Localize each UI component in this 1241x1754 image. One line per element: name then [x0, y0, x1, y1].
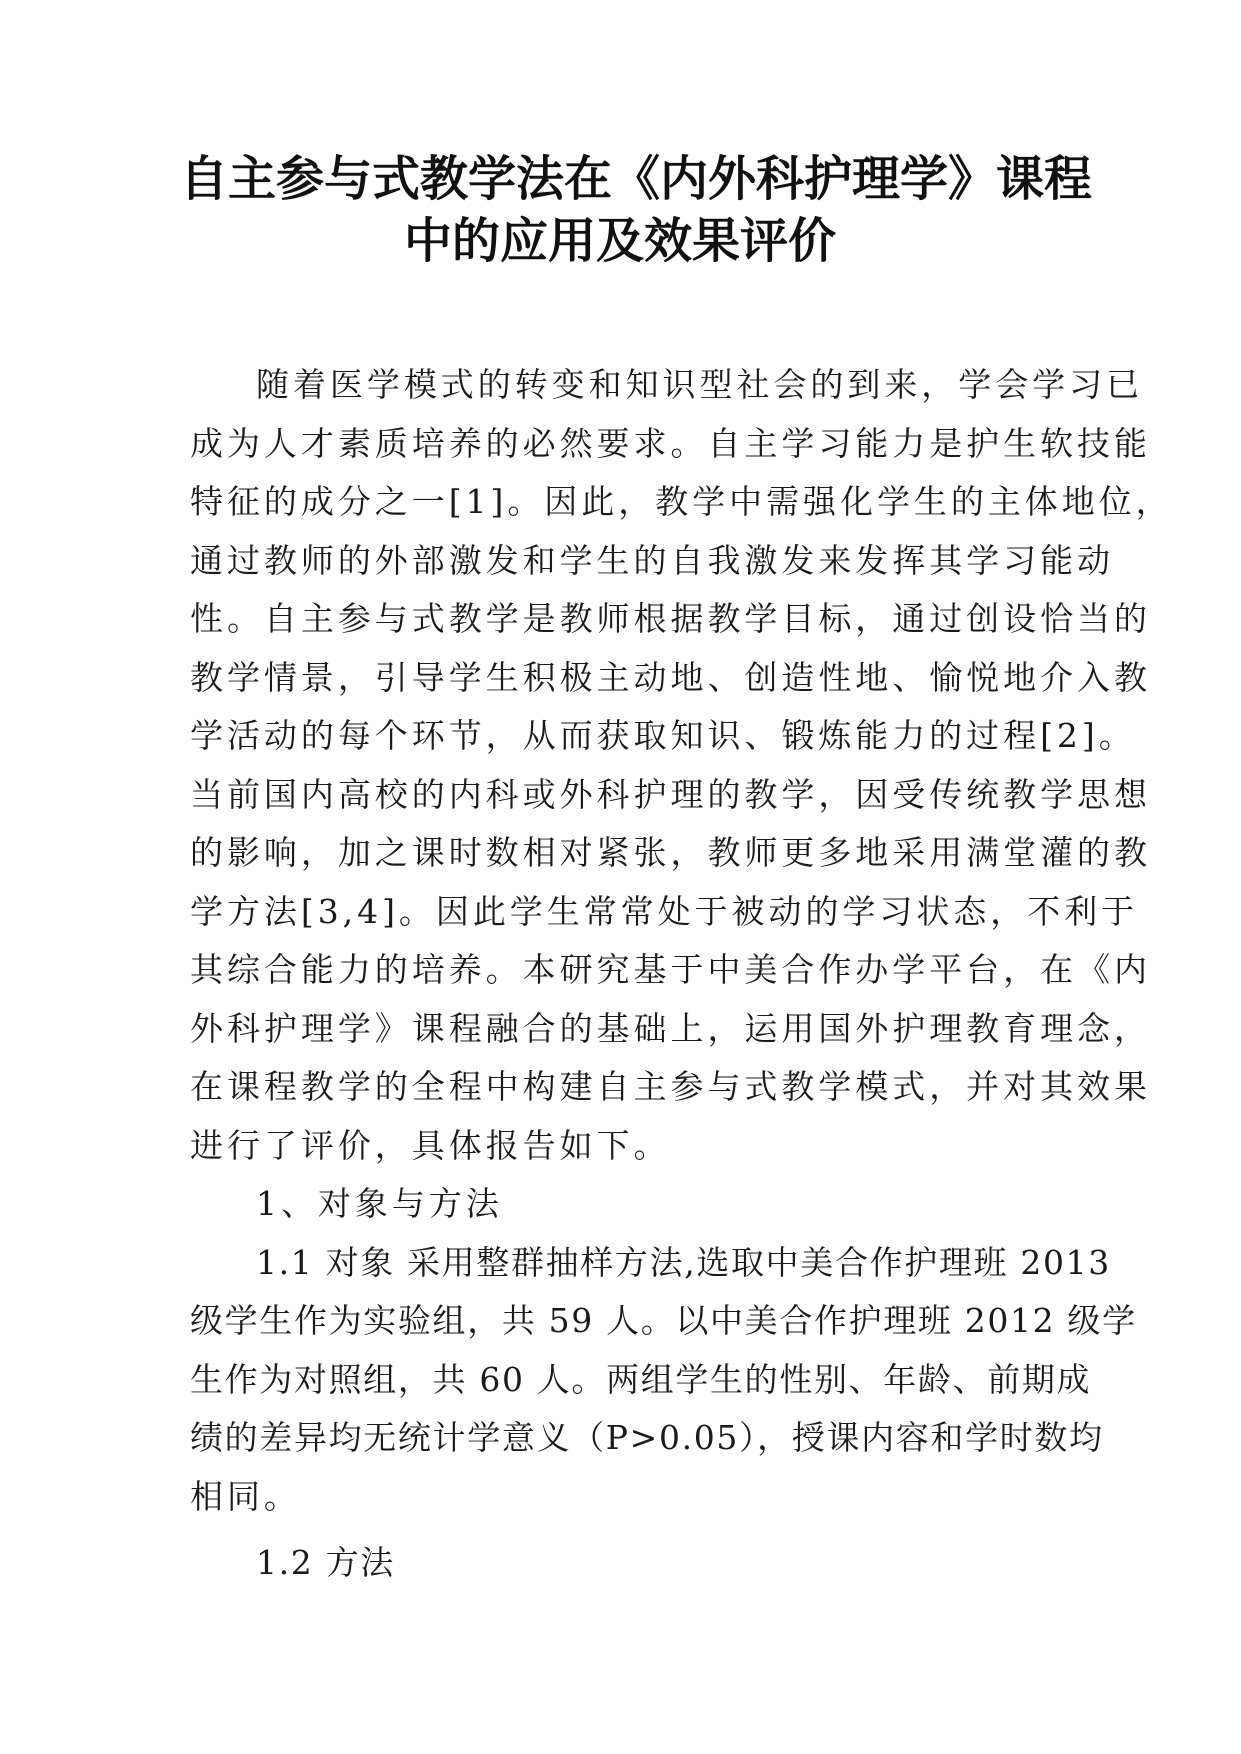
paragraph-line: 学方法[3,4]。因此学生常常处于被动的学习状态，不利于	[190, 891, 1139, 931]
paragraph-line: 其综合能力的培养。本研究基于中美合作办学平台，在《内	[190, 950, 1151, 989]
paragraph-line: 性。自主参与式教学是教师根据教学目标，通过创设恰当的	[190, 599, 1151, 638]
paragraph-line: 外科护理学》课程融合的基础上，运用国外护理教育理念，	[190, 1008, 1151, 1048]
title-line-2: 中的应用及效果评价	[403, 213, 836, 269]
section-heading-1-2: 1.2 方法	[256, 1543, 395, 1582]
paragraph-line: 在课程教学的全程中构建自主参与式教学模式，并对其效果	[190, 1067, 1151, 1106]
paragraph-line: 当前国内高校的内科或外科护理的教学，因受传统教学思想	[190, 774, 1151, 814]
paragraph-line: 通过教师的外部激发和学生的自我激发来发挥其学习能动	[190, 540, 1114, 580]
title-line-1: 自主参与式教学法在《内外科护理学》课程	[180, 151, 1093, 207]
section-heading-1: 1、对象与方法	[256, 1184, 503, 1223]
paragraph-line: 教学情景，引导学生积极主动地、创造性地、愉悦地介入教	[190, 657, 1151, 697]
paragraph-line: 相同。	[190, 1476, 301, 1516]
paragraph-line: 级学生作为实验组，共 59 人。以中美合作护理班 2012 级学	[190, 1301, 1137, 1340]
paragraph-line: 生作为对照组，共 60 人。两组学生的性别、年龄、前期成	[190, 1359, 1092, 1399]
intro-paragraph	[190, 356, 1173, 1175]
paragraph-line: 成为人才素质培养的必然要求。自主学习能力是护生软技能	[190, 423, 1151, 463]
paragraph-line: 随着医学模式的转变和知识型社会的到来，学会学习已	[256, 365, 1144, 404]
paragraph-line: 的影响，加之课时数相对紧张，教师更多地采用满堂灌的教	[190, 833, 1151, 872]
subject-paragraph	[190, 1234, 1137, 1527]
paragraph-line: 特征的成分之一[1]。因此，教学中需强化学生的主体地位，	[190, 482, 1173, 521]
document-body	[190, 356, 1173, 1593]
paragraph-line: 学活动的每个环节，从而获取知识、锻炼能力的过程[2]。	[190, 716, 1136, 755]
paragraph-line: 进行了评价，具体报告如下。	[190, 1125, 671, 1165]
spacer	[190, 1526, 1050, 1534]
paragraph-line: 绩的差异均无统计学意义（P>0.05），授课内容和学时数均	[190, 1418, 1104, 1457]
paragraph-line: 1.1 对象 采用整群抽样方法,选取中美合作护理班 2013	[256, 1242, 1111, 1282]
document-title	[180, 148, 1093, 272]
